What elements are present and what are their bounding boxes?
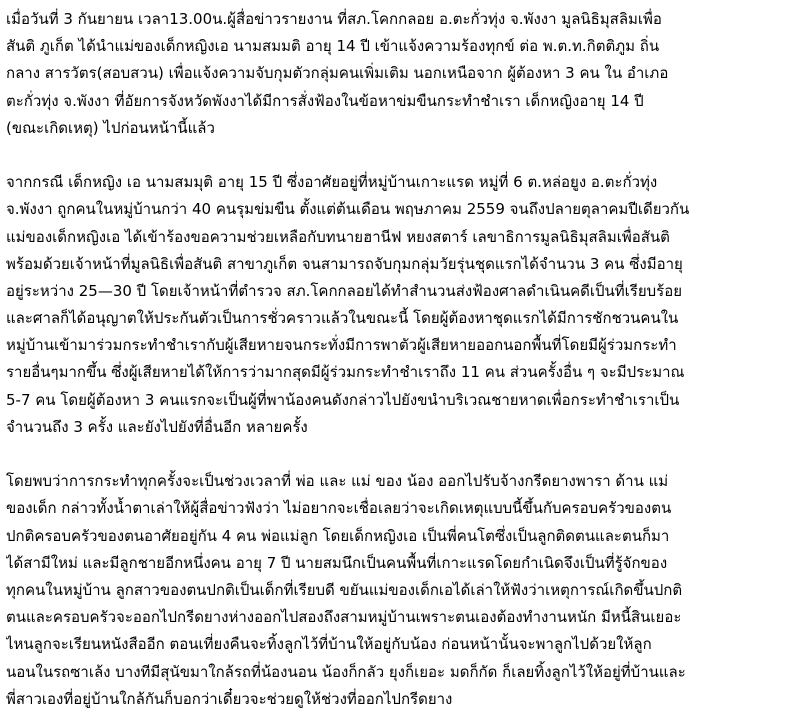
text-line: 5-7 คน โดยผู้ต้องหา 3 คนแรกจะเป็นผู้ที่พาน้องคนดังกล่าวไปยังขนำบริเวณชายหาดเพื่อกระทำชำเราเป็น xyxy=(6,390,680,409)
text-line: กลาง สารวัตร(สอบสวน) เพื่อแจ้งความจับกุมตัวกลุ่มคนเพิ่มเติม นอกเหนือจาก ผู้ต้องหา 3 คน ใน อำเภอ xyxy=(6,64,669,83)
text-line: รายอื่นๆมากขึ้น ซึ่งผู้เสียหายได้ให้การว่ามากสุดมีผู้ร่วมกระทำชำเราถึง 11 คน ส่วนครั้งอื่น ๆ จะมีประมาณ xyxy=(6,363,685,382)
text-line: แม่ของเด็กหญิงเอ ได้เข้าร้องขอความช่วยเหลือกับทนายฮานีฟ หยงสตาร์ เลขาธิการมูลนิธิมุสลิมเพื่อสันติ xyxy=(6,227,670,246)
text-line: จากกรณี เด็กหญิง เอ นามสมมุติ อายุ 15 ปี ซึ่งอาศัยอยู่ที่หมู่บ้านเกาะแรด หมู่ที่ 6 ต.หล่อยูง อ.ตะกั่วทุ่ง xyxy=(6,173,658,192)
paragraph-spacer xyxy=(6,142,792,169)
paragraph-spacer xyxy=(6,441,792,468)
text-line: (ขณะเกิดเหตุ) ไปก่อนหน้านี้แล้ว xyxy=(6,118,215,137)
text-line: เมื่อวันที่ 3 กันยายน เวลา13.00น.ผู้สื่อข่าวรายงาน ที่สภ.โคกกลอย อ.ตะกั่วทุ่ง จ.พังงา มูลนิธิมุสลิมเพื่อ xyxy=(6,10,662,28)
text-line: และศาลก็ได้อนุญาตให้ประกันตัวเป็นการชั่วคราวแล้วในขณะนี้ โดยผู้ต้องหาชุดแรกได้มีการชักชวนคนใน xyxy=(6,309,679,328)
text-line: อยู่ระหว่าง 25—30 ปี โดยเจ้าหน้าที่ตำรวจ สภ.โคกกลอยได้ทำสำนวนส่งฟ้องศาลดำเนินคดีเป็นที่เรียบร้อย xyxy=(6,281,682,300)
text-line: จ.พังงา ถูกคนในหมู่บ้านกว่า 40 คนรุมข่มขืน ตั้งแต่ต้นเดือน พฤษภาคม 2559 จนถึงปลายตุลาคมปีเดียวกัน xyxy=(6,200,690,219)
text-line: พร้อมด้วยเจ้าหน้าที่มูลนิธิเพื่อสันติ สาขาภูเก็ต จนสามารถจับกุมกลุ่มวัยรุ่นชุดแรกได้จำนวน 3 คน ซึ่งมีอายุ xyxy=(6,254,683,273)
paragraph-1 xyxy=(6,6,792,142)
text-line: ตนและครอบครัวจะออกไปกรีดยางห่างออกไปสองถึงสามหมู่บ้านเพราะตนเองต้องทำงานหนัก มีหนี้สินเยอะ xyxy=(6,608,682,627)
text-line: นอนในรถซาเล้ง บางทีมีสุนัขมาใกล้รถที่น้องนอน น้องก็กลัว ยุงก็เยอะ มดก็กัด ก็เลยทิ้งลูกไว้ให้อยู่ที่บ้านและ xyxy=(6,662,686,681)
text-line: หมู่บ้านเข้ามาร่วมกระทำชำเรากับผู้เสียหายจนกระทั่งมีการพาตัวผู้เสียหายออกนอกพื้นที่โดยมีผู้ร่วมกระทำ xyxy=(6,336,677,355)
text-line: ไหนลูกจะเรียนหนังสืออีก ตอนเที่ยงคืนจะทิ้งลูกไว้ที่บ้านให้อยู่กับน้อง ก่อนหน้านั้นจะพาลูกไปด้วยให้ลูก xyxy=(6,635,652,654)
text-line: จำนวนถึง 3 ครั้ง และยังไปยังที่อื่นอีก หลายครั้ง xyxy=(6,417,308,436)
text-line: ของเด็ก กล่าวทั้งน้ำตาเล่าให้ผู้สื่อข่าวฟังว่า ไม่อยากจะเชื่อเลยว่าจะเกิดเหตุแบบนี้ขึ้นกับครอบครัวของตน xyxy=(6,499,672,518)
text-line: ได้สามีใหม่ และมีลูกชายอีกหนึ่งคน อายุ 7 ปี นายสมนึกเป็นคนพื้นที่เกาะแรดโดยกำเนิดจึงเป็นที่รู้จักของ xyxy=(6,553,668,572)
text-line: พี่สาวเองที่อยู่บ้านใกล้กันก็บอกว่าเดี๋ยวจะช่วยดูให้ช่วงที่ออกไปกรีดยาง xyxy=(6,689,453,708)
text-line: ปกติครอบครัวของตนอาศัยอยู่กัน 4 คน พ่อแม่ลูก โดยเด็กหญิงเอ เป็นพี่คนโตซึ่งเป็นลูกติดตนและตนก็มา xyxy=(6,526,670,545)
paragraph-2 xyxy=(6,169,792,441)
text-line: ตะกั่วทุ่ง จ.พังงา ที่อัยการจังหวัดพังงาได้มีการสั่งฟ้องในข้อหาข่มขืนกระทำชำเรา เด็กหญิงอายุ 14 ปี xyxy=(6,91,644,110)
text-line: โดยพบว่าการกระทำทุกครั้งจะเป็นช่วงเวลาที่ พ่อ และ แม่ ของ น้อง ออกไปรับจ้างกรีดยางพารา ด้าน แม่ xyxy=(6,472,669,491)
text-line: สันติ ภูเก็ต ได้นำแม่ของเด็กหญิงเอ นามสมมติ อายุ 14 ปี เข้าแจ้งความร้องทุกข์ ต่อ พ.ต.ท.กิตติภูม ถิ่น xyxy=(6,37,660,56)
paragraph-3 xyxy=(6,468,792,713)
text-line: ทุกคนในหมู่บ้าน ลูกสาวของตนปกติเป็นเด็กที่เรียบดี ขยันแม่ของเด็กเอได้เล่าให้ฟังว่าเหตุการณ์เกิดขึ้นปกติ xyxy=(6,580,683,599)
